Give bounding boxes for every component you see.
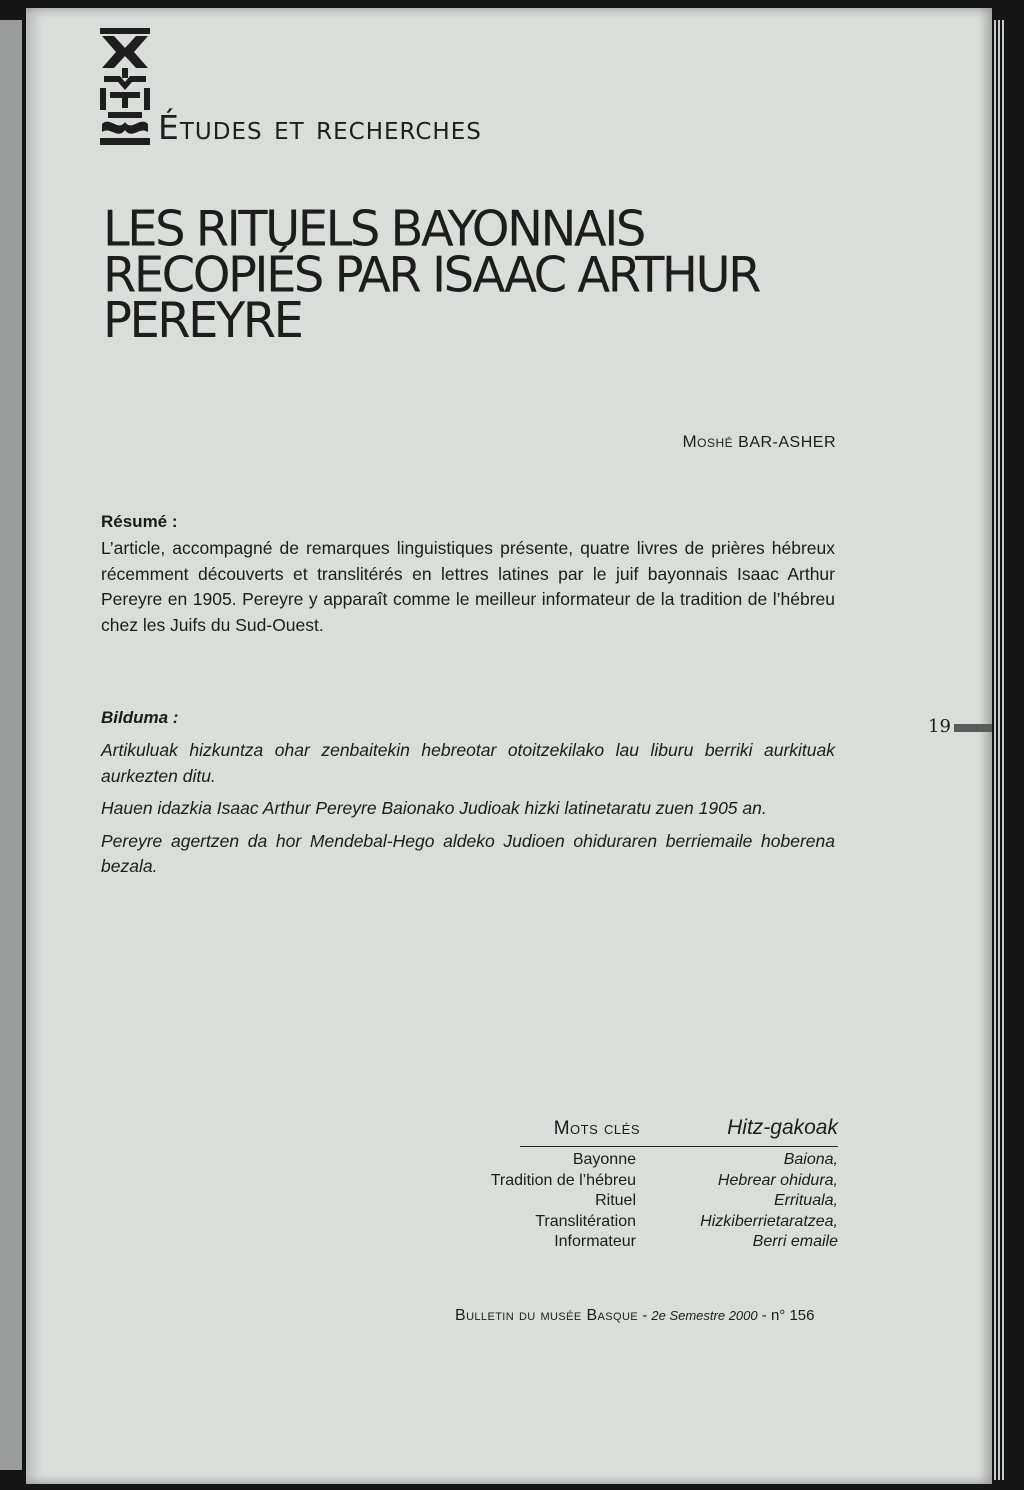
keywords-title-fr: Mots clés	[553, 1118, 640, 1139]
bilduma-paragraph: Hauen idazkia Isaac Arthur Pereyre Baionako Judioak hizki latinetaratu zuen 1905 an.	[101, 798, 767, 818]
keyword-eu: Baiona,	[783, 1151, 838, 1168]
bilduma-label: Bilduma :	[101, 708, 179, 727]
title-line: PEREYRE	[103, 292, 302, 350]
keyword-eu: Hizkiberrietaratzea,	[700, 1212, 838, 1230]
author	[600, 432, 836, 452]
keyword-eu: Berri emaile	[752, 1233, 838, 1250]
author-first-name: Moshé	[682, 432, 734, 451]
keyword-fr: Bayonne	[572, 1151, 636, 1168]
title-line: RECOPIÉS PAR ISAAC ARTHUR	[103, 246, 759, 304]
footer-separator: -	[757, 1307, 771, 1324]
keywords-list-eu	[700, 1150, 838, 1253]
footer-issue: n° 156	[770, 1307, 815, 1324]
basque-ornament-icon	[100, 28, 150, 146]
article-title	[103, 200, 823, 350]
resume-paragraph: L’article, accompagné de remarques linguistiques présente, quatre livres de prières hébreux récemment découverts et translitérés en lettres latines par le juif bayonnais Isaac Arthur Pereyre en 1905. Pereyre y apparaît comme le meilleur informateur de la tradition de l’hébreu chez les Juifs du Sud-Ouest.	[101, 538, 835, 635]
page-edge	[994, 20, 996, 1480]
keywords-header	[520, 1118, 838, 1147]
title-line: LES RITUELS BAYONNAIS	[103, 200, 644, 258]
resume-text	[101, 536, 835, 638]
keyword-eu: Errituala,	[773, 1192, 838, 1209]
page-edge	[1002, 20, 1004, 1480]
footer-separator: -	[638, 1307, 652, 1324]
footer	[455, 1307, 815, 1325]
keyword-fr: Rituel	[595, 1192, 636, 1209]
page-edge	[998, 20, 1000, 1480]
resume-label: Résumé :	[101, 512, 178, 531]
keywords-list-fr	[491, 1150, 636, 1253]
keyword-fr: Informateur	[554, 1233, 636, 1250]
bilduma-text	[101, 738, 835, 887]
footer-publication: Bulletin du musée Basque	[455, 1307, 639, 1324]
keyword-fr: Tradition de l’hébreu	[490, 1171, 636, 1189]
keywords-title-eu: Hitz-gakoak	[727, 1116, 838, 1139]
page-marker-tab	[954, 724, 992, 732]
keyword-fr: Translitération	[535, 1212, 636, 1230]
bilduma-paragraph: Pereyre agertzen da hor Mendebal-Hego aldeko Judioen ohiduraren berriemaile hoberena bezala.	[101, 830, 835, 876]
footer-semester: 2e Semestre 2000	[651, 1308, 758, 1323]
keyword-eu: Hebrear ohidura,	[717, 1171, 838, 1189]
author-last-name: BAR-ASHER	[738, 434, 836, 451]
section-title: Études et recherches	[158, 108, 482, 147]
previous-page-edge	[0, 20, 22, 1470]
bilduma-paragraph: Artikuluak hizkuntza ohar zenbaitekin hebreotar otoitzekilako lau liburu berriki aurkituak aurkezten ditu.	[101, 740, 835, 786]
page-number: 19	[928, 716, 951, 737]
